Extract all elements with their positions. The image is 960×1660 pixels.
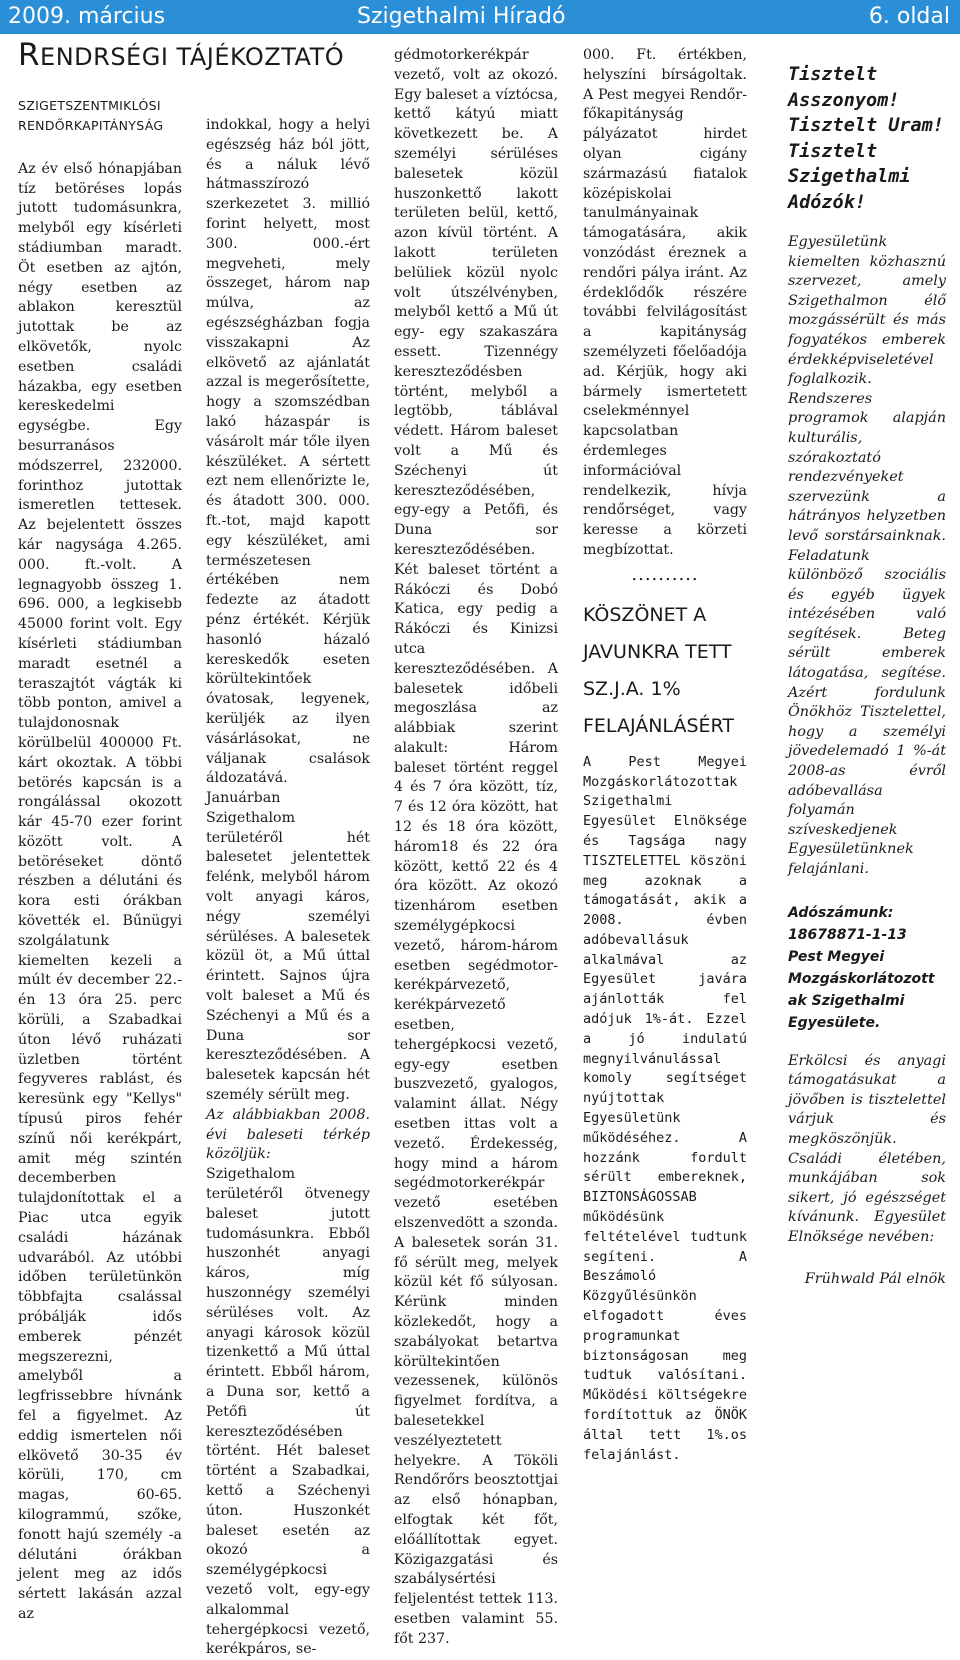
- police-report-text-6: 000. Ft. értékben, helyszíni bírságoltak. A Pest megyei Rendőr-főkapitányság pályázatot hirdet olyan cigány származású fiatalok középiskolai tanulmányainak támogatására, akik vonzódást éreznek a rendőri pálya iránt. Az érdeklődők részére további felvilágosítást a kapitányság személyzeti főelőadója ad. Kérjük, hogy aki bármely ismertetett cselekménnyel kapcsolatban érdemleges információval rendelkezik, hívja rendőrséget, vagy keresse a körzeti megbízottat.: [583, 47, 747, 558]
- police-report-text-1: Az év első hónapjában tíz betöréses lopás jutott tudomásunkra, melyből egy kísérleti stádiumban maradt. Öt esetben az ajtón, négy esetben az ablakon keresztül jutottak be az elkövetők, nyolc esetben családi házakba, egy esetben kereskedelmi egységbe. Egy besurranásos módszerrel, 232000. forinthoz jutottak ismeretlen tettesek. Az bejelentett összes kár nagysága 4.265. 000. ft.-volt. A legnagyobb összeg 1. 696. 000, a legkisebb 45000 forint volt. Egy kísérleti stádiumban maradt esetnél a teraszajtót vágták ki több ponton, amivel a tulajdonosnak körülbelül 400000 Ft. kárt okoztak. A többi betörés kapcsán is a rongálással okozott kár 45-70 ezer forint között volt. A betöréseket döntő részben a délutáni és kora esti órákban követték el. Bűnügyi szolgálatunk kiemelten kezeli a múlt év december 22.-én 13 óra 25. perc körüli, a Szabadkai úton lévő ruházati üzletben történt fegyveres rablást, és keresünk egy "Kellys" típusú piros fehér színű női kerékpárt, amit még szintén decemberben tulajdonítottak el a Piac utca egyik családi házának udvarából. Az utóbbi időben területünkön többfajta csalással próbálják idős emberek pénzét megszerezni, amelyből a legfrissebbre hívnánk fel a figyelmet. Az eddig ismertelen női elkövető 30-35 év körüli, 170, cm magas, 60-65. kilogrammú, szőke, fonott hajú személy -a délutáni órákban jelent meg az idős sértett lakásán azzal az: [18, 160, 182, 1622]
- accident-map-intro: Az alábbiakban 2008. évi baleseti térkép közöljük:: [206, 1106, 370, 1163]
- thanks-title: KÖSZÖNET A JAVUNKRA TETT SZ.J.A. 1% FELAJÁNLÁSÉRT: [583, 603, 734, 737]
- section-separator: ..........: [631, 563, 699, 585]
- header-publication: Szigethalmi Híradó: [357, 4, 566, 29]
- header-page-number: 6. oldal: [868, 4, 950, 29]
- header-date: 2009. március: [8, 4, 166, 29]
- tax-account-number: 18678871-1-13: [788, 926, 907, 943]
- police-report-text-5: gédmotorkerékpár vezető, volt az okozó. Egy baleset a víztócsa, kettő kátyú miatt következett be. A személyi sérüléses balesetek közül huszonkettő lakott területen belül, kettő, azon kívül történt. A lakott területen belüliek közül nyolc volt útszélvényben, melyből kettő a Mű út egy- egy szakaszára essett. Tizennégy kereszteződésben történt, melyből a legtöbb, táblával védett. Három baleset volt a Mű és Széchenyi út kereszteződésében, egy-egy a Petőfi, és Duna sor kereszteződésében. Két baleset történt a Rákóczi és Dobó Katica, egy pedig a Rákóczi és Kinizsi utca kereszteződésében. A balesetek időbeli megoszlása az alábbiak szerint alakult: Három baleset történt reggel 4 és 7 óra között, tíz, 7 és 12 óra között, hat 12 és 18 óra között, három18 és 22 óra között, kettő 22 és 4 óra között. Az okozó tizenhárom esetben személygépkocsi vezető, három-három esetben segédmotor-kerékpárvezető, kerékpárvezető esetben, tehergépkocsi vezető, egy-egy esetben buszvezető, gyalogos, valamint állat. Négy esetben ittas volt a vezető. Érdekesség, hogy mind a három segédmotorkerékpár vezető esetében elszenvedött a szonda. A balesetek során 31. fő sérült meg, melyek közül két fő súlyosan. Kérünk minden közlekedőt, hogy a szabályokat betartva körültekintően vezessenek, különös figyelmet fordítva, a balesetekkel veszélyeztetett helyekre. A Tököli Rendőrőrs beosztottjai az első hónapban, elfogtak két főt, előállítottak egyet. Közigazgatási és szabálysértési feljelentést tettek 113. esetben valamint 55. főt 237.: [394, 47, 558, 1647]
- thanks-text: A Pest Megyei Mozgáskorlátozottak Szigethalmi Egyesület Elnöksége és Tagsága nagy TISZTELETTEL köszöni meg azoknak a támogatását, akik a 2008. évben adóbevallásuk alkalmával az Egyesület javára ajánlották fel adójuk 1%-át. Ezzel a jó indulatú megnyilvánulással komoly segítséget nyújtottak Egyesületünk működéséhez. A hozzánk fordult sérült embereknek, BIZTONSÁGOSSAB működésünk feltételével tudtunk segíteni. A Beszámoló Közgyűlésünkön elfogadott éves programunkat biztonságosan meg tudtuk valósítani. Működési költségekre fordítottuk az ÖNÖK által tett 1%.os felajánlást.: [583, 753, 747, 1463]
- letter-signature: Frühwald Pál elnök: [804, 1270, 946, 1287]
- letter-greeting: Tisztelt Asszonyom! Tisztelt Uram! Tisztelt Szigethalmi Adózók!: [788, 64, 944, 213]
- police-report-text-2: indokkal, hogy a helyi egészség ház ból jött, és a náluk lévő hátmasszírozó szerkezetet 3. millió forint helyett, most 300. 000.-ért megveheti, mely összeget, három nap múlva, az egészségházban fogja visszakapni Az elkövető az ajánlatát azzal is megerősítette, hogy a szomszédban lakó házaspár is vásárolt már tőle ilyen készüléket. A sértett ezt nem ellenőrizte le, és átadott 300. 000. ft.-tot, majd kapott egy készüléket, ami természetesen értékében nem fedezte az átadott pénz értékét. Kérjük hasonló házaló kereskedők eseten körültekintőek óvatosak, legyenek, kerüljék az ilyen vásárlásokat, ne váljanak csalások áldozatává.: [206, 117, 370, 787]
- police-report-text-4: Szigethalom területéről ötvenegy baleset jutott tudomásunkra. Ebből huszonhét anyagi káros, míg huszonnégy személyi sérüléses volt. Az anyagi károsok közül tizenkettő a Mű úttal érintett. Ebből három, a Duna sor, kettő a Petőfi út kereszteződésében történt. Hét baleset történt a Szabadkai, kettő a Széchenyi úton. Huszonkét baleset esetén az okozó a személygépkocsi vezető volt, egy-egy alkalommal tehergépkocsi vezető, kerékpáros, se-: [206, 1166, 370, 1658]
- article-title: [18, 37, 345, 73]
- column-5: [788, 62, 946, 1289]
- tax-account-box: [788, 902, 946, 1034]
- column-3: [394, 46, 558, 1650]
- article-title-rest: ENDRSÉGI TÁJÉKOZTATÓ: [40, 43, 345, 71]
- column-4: [583, 46, 747, 1465]
- page-header: [0, 0, 960, 34]
- police-report-text-3: Januárban Szigethalom területéről hét balesetet jelentettek felénk, melyből három volt anyagi káros, négy személyi sérüléses. A balesetek közül öt, a Mű úttal érintett. Sajnos újra volt baleset a Mű és Széchenyi a Mű és a Duna sor kereszteződésében. A balesetek kapcsán hét személy sérült meg.: [206, 790, 370, 1104]
- tax-account-label: Adószámunk:: [788, 904, 894, 921]
- article-source: SZIGETSZENTMIKLÓSI RENDŐRKAPITÁNYSÁG: [18, 97, 164, 133]
- column-2: [206, 116, 370, 1660]
- tax-account-org: Pest Megyei Mozgáskorlátozott ak Szigethalmi Egyesülete.: [788, 948, 935, 1031]
- letter-text-2: Erkölcsi és anyagi támogatásukat a jövőben is tisztelettel várjuk és megköszönjük. Családi életében, munkájában sok sikert, jó egészséget kívánunk. Egyesület Elnöksége nevében:: [788, 1052, 946, 1245]
- letter-text-1: Egyesületünk kiemelten közhasznú szervezet, amely Szigethalmon élő mozgássérült és más fogyatékos emberek érdekképviseletével foglalkozik. Rendszeres programok alapján kulturális, szórakoztató rendezvényeket szervezünk a hátrányos helyzetben levő sorstársainknak. Feladatunk különböző szociális és egyéb ügyek intézésében való segítések. Beteg sérült emberek látogatása, segítése. Azért fordulunk Önökhöz Tisztelettel, hogy a személyi jövedelemadó 1 %-át 2008-as évről adóbevallása folyamán szíveskedjenek Egyesületünknek felajánlani.: [788, 234, 946, 877]
- article-title-initial: R: [18, 37, 41, 73]
